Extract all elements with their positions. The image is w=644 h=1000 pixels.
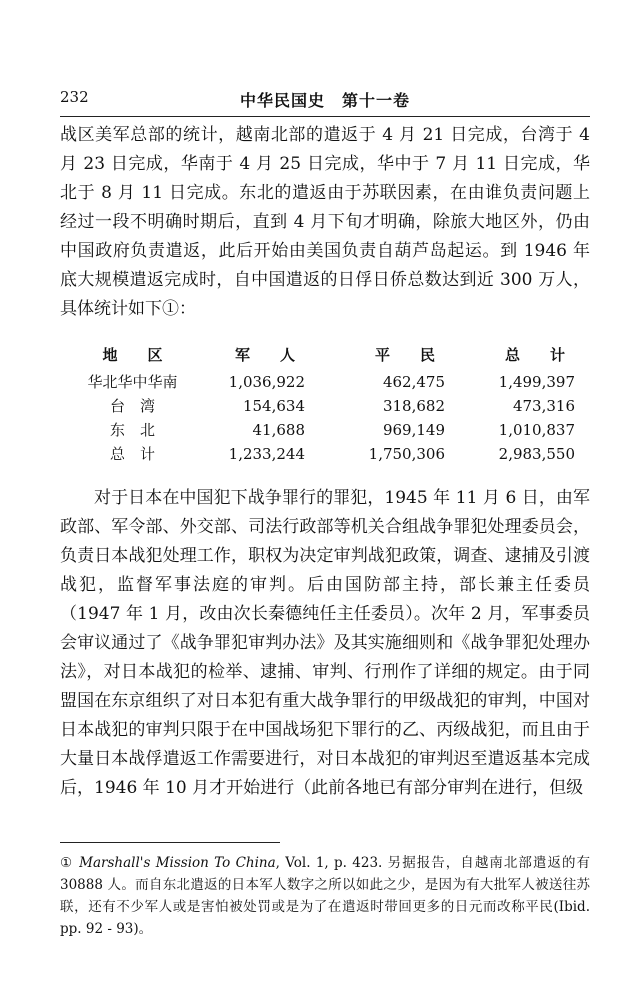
table-header-cell: 总 计	[504, 346, 565, 364]
table-cell: 473,316	[512, 397, 575, 415]
running-head: 中华民国史 第十一卷	[239, 91, 410, 110]
table-cell: 969,149	[382, 421, 445, 439]
table-cell: 318,682	[382, 397, 445, 415]
table-cell: 1,750,306	[368, 445, 445, 463]
table-row	[75, 418, 575, 442]
body-paragraph-1: 战区美军总部的统计，越南北部的遣返于 4 月 21 日完成，台湾于 4 月 23 日完成，华南于 4 月 25 日完成，华中于 7 月 11 日完成，华北于 8 月 11 日完成。东北的遣返由于苏联因素，在由谁负责问题上经过一段不明确时期后，直到 4 月下旬才明确，除旅大地区外，仍由中国政府负责遣返，此后开始由美国负责自葫芦岛起运。到 1946 年底大规模遣返完成时，自中国遣返的日俘日侨总数达到近 300 万人，具体统计如下①：	[60, 125, 590, 319]
footnote-mark: ①	[60, 855, 74, 871]
footnote-source-title: Marshall's Mission To China	[79, 855, 276, 871]
table-cell: 462,475	[382, 373, 445, 391]
footnote-text: , Vol. 1, p. 423. 另据报告，自越南北部遣返的有 30888 人。而自东北遣返的日本军人数字之所以如此之少，是因为有大批军人被送往苏联，还有不少军人或是害怕被处罚或是为了在遣返时带回更多的日元而改称平民(Ibid. pp. 92 - 93)。	[60, 855, 590, 937]
table-header-cell: 平 民	[374, 346, 435, 364]
table-cell: 1,036,922	[228, 373, 305, 391]
footnote	[60, 852, 590, 940]
table-header-row	[75, 340, 565, 370]
table-cell: 41,688	[252, 421, 305, 439]
repatriation-table	[75, 340, 575, 466]
page-header	[60, 88, 590, 114]
table-header-cell: 地 区	[102, 346, 163, 364]
header-rule	[60, 116, 590, 117]
footnote-rule	[60, 842, 280, 843]
table-cell: 2,983,550	[498, 445, 575, 463]
table-cell: 1,499,397	[498, 373, 575, 391]
table-cell: 台 湾	[109, 397, 155, 415]
table-cell: 总 计	[109, 445, 155, 463]
table-cell: 东 北	[109, 421, 155, 439]
table-cell: 华北华中华南	[87, 373, 178, 391]
body-paragraph-2: 对于日本在中国犯下战争罪行的罪犯，1945 年 11 月 6 日，由军政部、军令部、外交部、司法行政部等机关合组战争罪犯处理委员会，负责日本战犯处理工作，职权为决定审判战犯政策，调查、逮捕及引渡战犯，监督军事法庭的审判。后由国防部主持，部长兼主任委员（1947 年 1 月，改由次长秦德纯任主任委员）。次年 2 月，军事委员会审议通过了《战争罪犯审判办法》及其实施细则和《战争罪犯处理办法》，对日本战犯的检举、逮捕、审判、行刑作了详细的规定。由于同盟国在东京组织了对日本犯有重大战争罪行的甲级战犯的审判，中国对日本战犯的审判只限于在中国战场犯下罪行的乙、丙级战犯，而且由于大量日本战俘遣返工作需要进行，对日本战犯的审判迟至遣返基本完成后，1946 年 10 月才开始进行（此前各地已有部分审判在进行，但级	[60, 488, 590, 798]
table-header-cell: 军 人	[234, 346, 295, 364]
table-row	[75, 370, 575, 394]
page-number: 232	[60, 88, 89, 106]
table-row	[75, 442, 575, 466]
table-cell: 154,634	[242, 397, 305, 415]
table-cell: 1,010,837	[498, 421, 575, 439]
table-cell: 1,233,244	[228, 445, 305, 463]
table-row	[75, 394, 575, 418]
